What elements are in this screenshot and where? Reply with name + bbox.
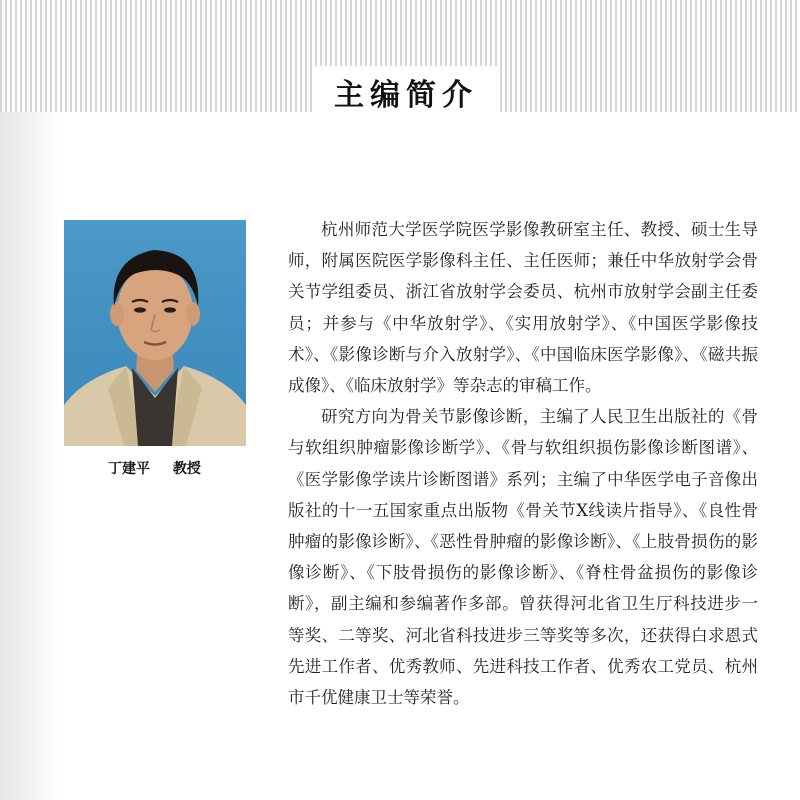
portrait-caption: [108, 458, 201, 478]
bio-paragraph: 杭州师范大学医学院医学影像教研室主任、教授、硕士生导师，附属医院医学影像科主任、主任医师；兼任中华放射学会骨关节学组委员、浙江省放射学会委员、杭州市放射学会副主任委员；并参与《中华放射学》、《实用放射学》、《中国医学影像技术》、《影像诊断与介入放射学》、《中国临床医学影像》、《磁共振成像》、《临床放射学》等杂志的审稿工作。: [288, 220, 758, 396]
page-edge-shadow: [0, 0, 60, 800]
section-title: 主编简介: [334, 78, 478, 113]
section-title-box: [312, 66, 500, 118]
editor-name: 丁建平: [108, 461, 150, 477]
editor-portrait-photo: [64, 220, 246, 446]
biography-text: [288, 214, 758, 713]
bio-paragraph: 研究方向为骨关节影像诊断，主编了人民卫生出版社的《骨与软组织肿瘤影像诊断学》、《骨与软组织损伤影像诊断图谱》、《医学影像学读片诊断图谱》系列；主编了中华医学电子音像出版社的十一五国家重点出版物《骨关节X线读片指导》、《良性骨肿瘤的影像诊断》、《恶性骨肿瘤的影像诊断》、《上肢骨损伤的影像诊断》、《下肢骨损伤的影像诊断》、《脊柱骨盆损伤的影像诊断》，副主编和参编著作多部。曾获得河北省卫生厅科技进步一等奖、二等奖、河北省科技进步三等奖等多次，还获得白求恩式先进工作者、优秀教师、先进科技工作者、优秀农工党员、杭州市千优健康卫士等荣誉。: [288, 407, 758, 708]
editor-title: 教授: [172, 461, 201, 477]
